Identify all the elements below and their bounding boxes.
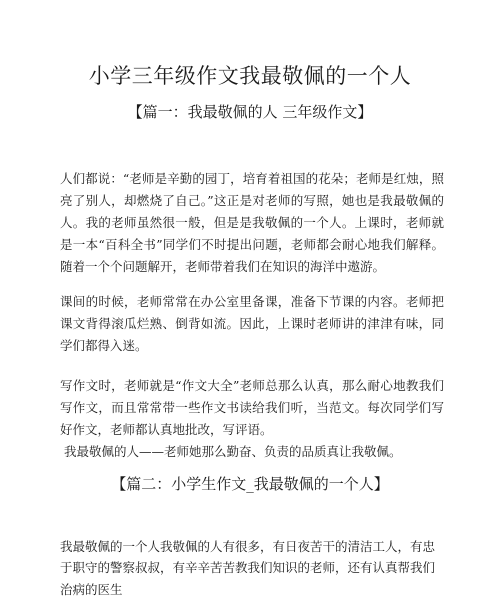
paragraph-5: 我最敬佩的一个人我敬佩的人有很多，有日夜苦干的清洁工人，有忠 bbox=[60, 539, 436, 554]
paragraph-3: 写作文时，老师就是“作文大全”老师总那么认真，那么耐心地教我们写作文，而且常常带一些作文书读给我们听，当范文。每次同学们写好作文，老师都认真地批改，写评语。 bbox=[60, 378, 444, 437]
cut-off-line: 于职守的警察叔叔，有辛辛苦苦教我们知识的老师，还有认真帮我们治病的医生 bbox=[60, 560, 436, 597]
paragraph-1: 人们都说：“老师是辛勤的园丁，培育着祖国的花朵；老师是红烛，照亮了别人，却燃烧了自己。”这正是对老师的写照，她也是我最敬佩的人。我的老师虽然很一般，但是是我敬佩的一个人。上课时，老师就是一本“百科全书”同学们不时提出问题，老师都会耐心地我们解释。随着一个个问题解开，老师带着我们在知识的海洋中遨游。 bbox=[60, 171, 444, 274]
document-title: 小学三年级作文我最敬佩的一个人 bbox=[88, 64, 412, 88]
paragraph-2: 课间的时候，老师常常在办公室里备课，准备下节课的内容。老师把课文背得滚瓜烂熟、倒背如流。因此，上课时老师讲的津津有味，同学们都得入迷。 bbox=[60, 294, 444, 353]
paragraph-4: 我最敬佩的人——老师她那么勤奋、负责的品质真让我敬佩。 bbox=[64, 444, 402, 459]
section-heading-1: 【篇一：我最敬佩的人 三年级作文】 bbox=[127, 103, 373, 121]
section-heading-2: 【篇二：小学生作文_我最敬佩的一个人】 bbox=[111, 475, 389, 493]
